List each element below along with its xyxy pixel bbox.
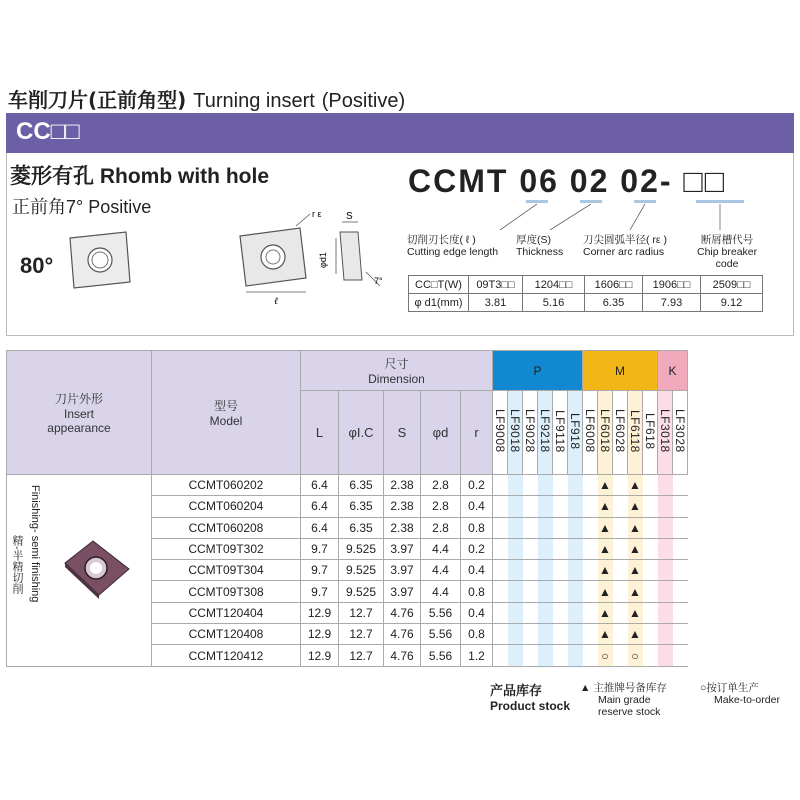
circle-icon: ○ [700,682,707,694]
legend-tri-en: Main grade [598,694,651,706]
side-label-en: Finishing- semi finishing [29,485,41,603]
grade-cell-lf6018: ▲ [598,581,613,602]
shape-title [10,160,269,190]
legend-tri-cn: 主推牌号备库存 [593,682,667,694]
grade-cell-lf918 [568,624,583,645]
size-row [409,276,763,294]
legend-make-to-order [700,682,780,706]
ic-cell: 6.35 [339,475,384,496]
grade-cell-lf6028 [613,496,628,517]
shape-sub-en: Positive [88,197,152,217]
grade-cell-lf6028 [613,517,628,538]
insert-image-cell [7,475,152,667]
r-cell: 0.8 [461,624,493,645]
grade-cell-lf9118 [553,517,568,538]
grade-cell-lf918 [568,475,583,496]
legend-circ-en: Make-to-order [714,694,780,706]
r-cell: 0.2 [461,538,493,559]
grade-cell-lf918 [568,517,583,538]
grade-cell-lf6118: ▲ [628,538,643,559]
grade-cell-lf9218 [538,475,553,496]
r-cell: 0.8 [461,517,493,538]
grade-cell-lf918 [568,645,583,666]
grade-cell-lf6118: ▲ [628,602,643,623]
label-thickness-cn: 厚度(S) [516,234,551,246]
grade-lf9018: LF9018 [508,391,523,475]
ic-cell: 6.35 [339,496,384,517]
grade-lf6018: LF6018 [598,391,613,475]
legend-circ-cn: 按订单生产 [706,682,759,694]
grade-cell-lf9218 [538,538,553,559]
legend-stock-en: Product stock [490,699,571,713]
grade-cell-lf9018 [508,475,523,496]
insert-grade-table [6,350,688,667]
dimension-header [301,351,493,391]
r-cell: 1.2 [461,645,493,666]
s-label: S [346,211,353,222]
legend-tri-en2: reserve stock [598,706,661,718]
grade-cell-lf6028 [613,602,628,623]
shape-name-en: Rhomb with hole [99,165,269,188]
s-cell: 2.38 [384,517,421,538]
grade-cell-lf6008 [583,517,598,538]
grade-cell-lf6118: ▲ [628,475,643,496]
grade-lf618: LF618 [643,391,658,475]
series-band-label: CC□□ [16,118,80,145]
grade-cell-lf3018 [658,475,673,496]
insert-shape-header-en2: appearance [47,421,111,435]
grade-cell-lf9028 [523,496,538,517]
grade-cell-lf3028 [673,602,688,623]
grade-cell-lf3028 [673,538,688,559]
diameter-cell: 9.12 [701,294,763,312]
s-cell: 3.97 [384,581,421,602]
hole-diameter-table [408,275,763,312]
grade-lf6028: LF6028 [613,391,628,475]
grade-cell-lf9118 [553,581,568,602]
grade-cell-lf9118 [553,645,568,666]
grade-cell-lf3028 [673,517,688,538]
s-cell: 2.38 [384,475,421,496]
grade-lf3028: LF3028 [673,391,688,475]
ic-cell: 9.525 [339,538,384,559]
s-cell: 3.97 [384,538,421,559]
rhomb-insert-icon [64,226,136,294]
grade-cell-lf6028 [613,538,628,559]
grade-lf9008: LF9008 [493,391,508,475]
shape-subtitle [12,193,151,219]
label-corner-radius-cn: 刀尖圆弧半径( rε ) [583,234,668,246]
diameter-cell: 3.81 [469,294,523,312]
grade-cell-lf6118: ▲ [628,581,643,602]
grade-cell-lf9018 [508,602,523,623]
ic-cell: 12.7 [339,602,384,623]
grade-cell-lf9118 [553,496,568,517]
l-cell: 6.4 [301,475,339,496]
insert-photo-icon [59,537,135,601]
d-cell: 2.8 [421,496,461,517]
dimension-header-en: Dimension [368,372,425,386]
grade-cell-lf6028 [613,475,628,496]
grade-cell-lf6008 [583,645,598,666]
title-cn: 车削刀片(正前角型) [8,88,187,112]
grade-cell-lf3028 [673,581,688,602]
grade-cell-lf6008 [583,602,598,623]
model-cell: CCMT09T308 [152,581,301,602]
ic-cell: 6.35 [339,517,384,538]
grade-cell-lf9018 [508,624,523,645]
grade-lf9218: LF9218 [538,391,553,475]
ic-cell: 12.7 [339,645,384,666]
model-cell: CCMT09T302 [152,538,301,559]
r-cell: 0.4 [461,560,493,581]
grade-cell-lf9118 [553,624,568,645]
grade-cell-lf6118: ▲ [628,624,643,645]
label-thickness [516,234,563,258]
grade-lf6008: LF6008 [583,391,598,475]
model-header-en: Model [209,414,243,428]
grade-cell-lf618 [643,602,658,623]
grade-cell-lf9018 [508,538,523,559]
shape-sub-cn: 正前角7° [12,197,84,217]
grade-cell-lf618 [643,517,658,538]
insert-dimension-drawing [230,208,390,308]
l-cell: 12.9 [301,602,339,623]
grade-cell-lf3018 [658,645,673,666]
label-cutting-edge [407,234,498,258]
l-cell: 9.7 [301,581,339,602]
grade-cell-lf6018: ▲ [598,475,613,496]
d-cell: 5.56 [421,602,461,623]
s-cell: 2.38 [384,496,421,517]
grade-cell-lf618 [643,624,658,645]
model-cell: CCMT060204 [152,496,301,517]
grade-cell-lf3028 [673,475,688,496]
size-cell: 1906□□ [643,276,701,294]
deg-label: 7° [374,276,383,286]
grade-cell-lf6018: ▲ [598,624,613,645]
grade-lf918: LF918 [568,391,583,475]
insert-shape-header-cn: 刀片外形 [54,392,103,406]
model-header [152,351,301,475]
ic-cell: 9.525 [339,581,384,602]
r-cell: 0.8 [461,581,493,602]
label-chip-breaker-en2: code [715,258,739,270]
grade-cell-lf9018 [508,581,523,602]
grade-cell-lf9118 [553,602,568,623]
s-cell: 4.76 [384,602,421,623]
grade-cell-lf618 [643,581,658,602]
grade-cell-lf9218 [538,517,553,538]
grade-cell-lf6018: ▲ [598,602,613,623]
group-m-header: M [583,351,658,391]
grade-cell-lf9008 [493,496,508,517]
d-cell: 2.8 [421,475,461,496]
model-header-cn: 型号 [213,399,238,413]
d1-label: φd1 [318,252,328,268]
label-corner-radius [583,234,667,258]
grade-cell-lf9028 [523,581,538,602]
group-k-header: K [658,351,688,391]
grade-cell-lf6018: ▲ [598,538,613,559]
grade-cell-lf9028 [523,560,538,581]
grade-cell-lf9028 [523,602,538,623]
col-r: r [461,391,493,475]
diameter-row [409,294,763,312]
grade-cell-lf6018: ○ [598,645,613,666]
shape-name-cn: 菱形有孔 [10,165,94,188]
l-cell: 9.7 [301,538,339,559]
col-ic: φI.C [339,391,384,475]
grade-cell-lf618 [643,560,658,581]
size-row-label: CC□T(W) [409,276,469,294]
legend-stock-cn: 产品库存 [490,683,543,698]
grade-cell-lf3018 [658,624,673,645]
grade-cell-lf9028 [523,624,538,645]
grade-cell-lf6028 [613,560,628,581]
grade-cell-lf9008 [493,517,508,538]
grade-cell-lf6018: ▲ [598,560,613,581]
grade-cell-lf9028 [523,645,538,666]
d-cell: 2.8 [421,517,461,538]
model-cell: CCMT060202 [152,475,301,496]
grade-cell-lf3028 [673,560,688,581]
size-cell: 2509□□ [701,276,763,294]
grade-cell-lf6118: ▲ [628,560,643,581]
d-cell: 4.4 [421,538,461,559]
group-p-header: P [493,351,583,391]
grade-cell-lf9018 [508,560,523,581]
grade-cell-lf6028 [613,645,628,666]
l-cell: 6.4 [301,496,339,517]
s-cell: 3.97 [384,560,421,581]
label-corner-radius-en: Corner arc radius [583,246,665,258]
model-cell: CCMT09T304 [152,560,301,581]
grade-cell-lf618 [643,475,658,496]
label-chip-breaker-cn: 断屑槽代号 [700,234,754,246]
grade-cell-lf9018 [508,645,523,666]
d-cell: 4.4 [421,581,461,602]
ic-cell: 12.7 [339,624,384,645]
grade-cell-lf9218 [538,581,553,602]
grade-cell-lf3018 [658,560,673,581]
grade-cell-lf918 [568,581,583,602]
s-cell: 4.76 [384,645,421,666]
grade-cell-lf9028 [523,517,538,538]
diameter-cell: 7.93 [643,294,701,312]
size-cell: 09T3□□ [469,276,523,294]
grade-cell-lf3018 [658,602,673,623]
grade-cell-lf9018 [508,517,523,538]
grade-cell-lf9218 [538,602,553,623]
grade-cell-lf9118 [553,475,568,496]
col-s: S [384,391,421,475]
label-chip-breaker-en: Chip breaker [697,246,758,258]
designation-code: CCMT 06 02 02- □□ [408,163,727,199]
grade-cell-lf3028 [673,496,688,517]
grade-cell-lf6028 [613,581,628,602]
grade-cell-lf6118: ▲ [628,496,643,517]
grade-cell-lf9218 [538,624,553,645]
grade-cell-lf618 [643,538,658,559]
grade-lf9118: LF9118 [553,391,568,475]
grade-cell-lf9008 [493,645,508,666]
label-cutting-edge-en: Cutting edge length [407,246,499,258]
l-label: ℓ [274,296,279,307]
grade-cell-lf3028 [673,624,688,645]
grade-cell-lf3018 [658,496,673,517]
grade-cell-lf3018 [658,581,673,602]
diameter-cell: 6.35 [585,294,643,312]
model-cell: CCMT120408 [152,624,301,645]
grade-cell-lf6118: ▲ [628,517,643,538]
s-cell: 4.76 [384,624,421,645]
ic-cell: 9.525 [339,560,384,581]
grade-cell-lf6008 [583,560,598,581]
grade-cell-lf9218 [538,496,553,517]
grade-cell-lf9218 [538,645,553,666]
grade-cell-lf9008 [493,475,508,496]
grade-cell-lf6018: ▲ [598,517,613,538]
d-cell: 5.56 [421,624,461,645]
grade-cell-lf9008 [493,581,508,602]
model-cell: CCMT120404 [152,602,301,623]
dimension-header-cn: 尺寸 [384,357,409,371]
page-title [8,84,405,113]
l-cell: 12.9 [301,624,339,645]
grade-cell-lf6008 [583,538,598,559]
grade-cell-lf9028 [523,475,538,496]
legend-stock [490,680,570,713]
grade-cell-lf6008 [583,624,598,645]
grade-cell-lf918 [568,538,583,559]
grade-cell-lf6008 [583,581,598,602]
model-cell: CCMT120412 [152,645,301,666]
grade-cell-lf9218 [538,560,553,581]
model-cell: CCMT060208 [152,517,301,538]
r-cell: 0.4 [461,496,493,517]
col-d: φd [421,391,461,475]
l-cell: 6.4 [301,517,339,538]
l-cell: 9.7 [301,560,339,581]
grade-cell-lf6028 [613,624,628,645]
insert-shape-header [7,351,152,475]
diameter-row-label: φ d1(mm) [409,294,469,312]
grade-cell-lf3018 [658,538,673,559]
grade-cell-lf9018 [508,496,523,517]
title-en: Turning insert [193,90,315,112]
grade-cell-lf9008 [493,624,508,645]
model-rows [7,475,688,667]
title-paren: (Positive) [321,90,406,112]
label-thickness-en: Thickness [516,246,564,258]
table-row [7,475,688,496]
grade-cell-lf918 [568,602,583,623]
header-row-groups [7,351,688,391]
grade-cell-lf9118 [553,538,568,559]
grade-cell-lf918 [568,496,583,517]
grade-cell-lf3028 [673,645,688,666]
grade-cell-lf9008 [493,538,508,559]
triangle-icon: ▲ [580,682,591,694]
diameter-cell: 5.16 [523,294,585,312]
grade-cell-lf9028 [523,538,538,559]
grade-cell-lf6008 [583,475,598,496]
side-label-cn: 精-半精切削 [11,535,23,594]
angle-label: 80° [20,253,54,278]
grade-cell-lf618 [643,496,658,517]
l-cell: 12.9 [301,645,339,666]
size-cell: 1606□□ [585,276,643,294]
d-cell: 5.56 [421,645,461,666]
insert-shape-header-en: Insert [63,407,94,421]
grade-cell-lf618 [643,645,658,666]
label-chip-breaker [697,234,757,270]
size-cell: 1204□□ [523,276,585,294]
d-cell: 4.4 [421,560,461,581]
col-l: L [301,391,339,475]
grade-cell-lf9008 [493,602,508,623]
grade-lf3018: LF3018 [658,391,673,475]
grade-cell-lf6118: ○ [628,645,643,666]
re-label: r ε [312,209,322,219]
grade-cell-lf6008 [583,496,598,517]
grade-lf9028: LF9028 [523,391,538,475]
grade-cell-lf918 [568,560,583,581]
r-cell: 0.4 [461,602,493,623]
legend-main-grade [580,682,667,718]
grade-cell-lf6018: ▲ [598,496,613,517]
grade-cell-lf3018 [658,517,673,538]
label-cutting-edge-cn: 切削刃长度( ℓ ) [407,234,476,246]
r-cell: 0.2 [461,475,493,496]
grade-cell-lf9008 [493,560,508,581]
designation-leaders [470,198,770,236]
grade-cell-lf9118 [553,560,568,581]
series-band [6,113,794,153]
grade-lf6118: LF6118 [628,391,643,475]
